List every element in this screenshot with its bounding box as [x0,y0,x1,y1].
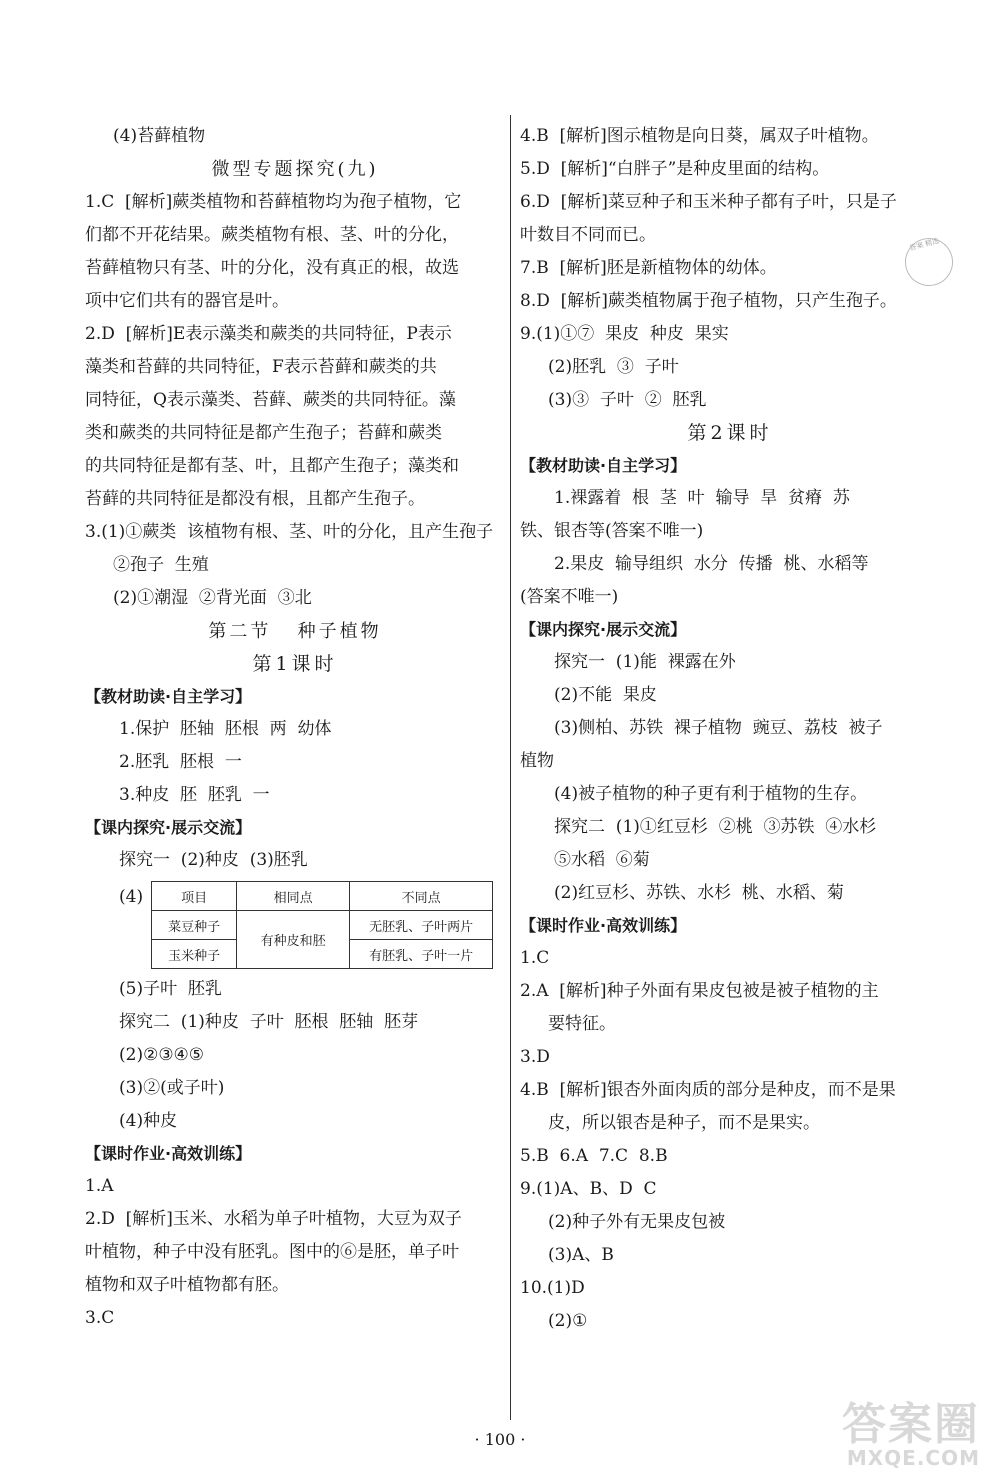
answer-line: 的共同特征是都有茎、叶，且都产生孢子；藻类和 [85,456,459,476]
answer-line: (4)被子植物的种子更有利于植物的生存。 [554,784,868,804]
answer-line: 2.果皮 输导组织 水分 传播 桃、水稻等 [554,554,869,574]
right-column [520,120,940,1338]
answer-line: 苔藓植物只有茎、叶的分化，没有真正的根，故选 [85,258,459,278]
table-cell: 玉米种子 [152,940,237,969]
answer-line: (答案不唯一) [520,587,619,607]
answer-line: 4.B [解析]图示植物是向日葵，属双子叶植物。 [520,126,879,146]
answer-line: 同特征，Q表示藻类、苔藓、蕨类的共同特征。藻 [85,390,456,410]
section-header: 【课时作业·高效训练】 [85,1144,252,1163]
answer-line: 2.D [解析]玉米、水稻为单子叶植物，大豆为双子 [85,1209,462,1229]
section-header: 【课内探究·展示交流】 [85,818,252,837]
answer-line: (5)子叶 胚乳 [119,979,222,999]
watermark-sub: MXQE.COM [846,1446,980,1470]
answer-line: 2.D [解析]E表示藻类和蕨类的共同特征，P表示 [85,324,452,344]
answer-line: (3)A、B [548,1245,614,1265]
answer-line: 类和蕨类的共同特征是都产生孢子；苔藓和蕨类 [85,423,442,443]
answer-line: 藻类和苔藓的共同特征，F表示苔藓和蕨类的共 [85,357,437,377]
answer-line: 10.(1)D [520,1278,585,1298]
answer-line: 叶数目不同而已。 [520,225,656,245]
section-title: 第1课时 [252,653,338,675]
answer-line: (2)不能 果皮 [554,685,657,705]
answer-line: 植物和双子叶植物都有胚。 [85,1275,289,1295]
comparison-table-block [85,881,505,969]
table-number: (4) [119,887,144,907]
answer-line: 8.D [解析]蕨类植物属于孢子植物，只产生孢子。 [520,291,897,311]
answer-line: 探究一 (2)种皮 (3)胚乳 [119,850,308,870]
stamp-seal: 答案 精选 [900,233,959,292]
answer-line: (2)胚乳 ③ 子叶 [548,357,679,377]
section-title: 第二节 种子植物 [208,621,382,642]
answer-line: 1.C [解析]蕨类植物和苔藓植物均为孢子植物，它 [85,192,462,212]
answer-line: 3.C [85,1308,115,1328]
answer-line: 探究二 (1)种皮 子叶 胚根 胚轴 胚芽 [119,1012,419,1032]
page-number: · 100 · [474,1430,526,1449]
table-cell: 有胚乳、子叶一片 [350,940,493,969]
table-header-cell: 不同点 [350,882,493,911]
answer-line: 5.D [解析]“白胖子”是种皮里面的结构。 [520,159,830,179]
answer-line: 5.B 6.A 7.C 8.B [520,1146,668,1166]
section-header: 【教材助读·自主学习】 [520,456,687,475]
table-cell: 无胚乳、子叶两片 [350,911,493,940]
answer-line: 苔藓的共同特征是都没有根，且都产生孢子。 [85,489,425,509]
answer-line: 要特征。 [548,1014,616,1034]
section-header: 【教材助读·自主学习】 [85,687,252,706]
section-title: 第2课时 [687,422,773,444]
table-header-cell: 相同点 [237,882,350,911]
answer-line: 3.D [520,1047,550,1067]
answer-line: 7.B [解析]胚是新植物体的幼体。 [520,258,777,278]
watermark [842,1388,980,1470]
answer-line: (3)②(或子叶) [119,1078,225,1098]
answer-line: (2)① [548,1311,588,1331]
answer-line: (4)种皮 [119,1111,178,1131]
answer-line: (2)红豆杉、苏铁、水杉 桃、水稻、菊 [554,883,844,903]
answer-line: 3.种皮 胚 胚乳 一 [119,785,270,805]
answer-line: 3.(1)①蕨类 该植物有根、茎、叶的分化，且产生孢子 [85,522,494,542]
answer-line: 6.D [解析]菜豆种子和玉米种子都有子叶，只是子 [520,192,897,212]
answer-line: (2)①潮湿 ②背光面 ③北 [113,588,312,608]
answer-line: 探究一 (1)能 裸露在外 [554,652,736,672]
answer-line: (3)③ 子叶 ② 胚乳 [548,390,707,410]
left-column [85,120,505,1335]
section-title: 微型专题探究(九) [211,159,379,180]
table-header-cell: 项目 [152,882,237,911]
answer-line: 2.A [解析]种子外面有果皮包被是被子植物的主 [520,981,879,1001]
answer-line: 1.保护 胚轴 胚根 两 幼体 [119,719,332,739]
answer-line: (3)侧柏、苏铁 裸子植物 豌豆、荔枝 被子 [554,718,883,738]
section-header: 【课内探究·展示交流】 [520,620,687,639]
answer-line: 植物 [520,751,554,771]
answer-line: ⑤水稻 ⑥菊 [554,850,650,870]
answer-line: 1.A [85,1176,114,1196]
table-cell: 有种皮和胚 [237,911,350,969]
answer-line: ②孢子 生殖 [113,555,209,575]
answer-line: 2.胚乳 胚根 一 [119,752,242,772]
column-divider [510,115,511,1420]
answer-line: 1.C [520,948,550,968]
answer-line: 探究二 (1)①红豆杉 ②桃 ③苏铁 ④水杉 [554,817,877,837]
answer-line: 项中它们共有的器官是叶。 [85,291,289,311]
comparison-table [151,881,493,969]
answer-line: 叶植物，种子中没有胚乳。图中的⑥是胚，单子叶 [85,1242,459,1262]
answer-line: (2)种子外有无果皮包被 [548,1212,726,1232]
answer-line: 们都不开花结果。蕨类植物有根、茎、叶的分化， [85,225,459,245]
answer-line: (2)②③④⑤ [119,1045,205,1065]
answer-line: 4.B [解析]银杏外面肉质的部分是种皮，而不是果 [520,1080,896,1100]
table-cell: 菜豆种子 [152,911,237,940]
answer-line: 1.裸露着 根 茎 叶 输导 旱 贫瘠 苏 [554,488,850,508]
answer-line: (4)苔藓植物 [113,126,206,146]
answer-line: 铁、银杏等(答案不唯一) [520,521,704,541]
answer-line: 9.(1)①⑦ 果皮 种皮 果实 [520,324,729,344]
watermark-main: 答案圈 [842,1399,980,1450]
answer-line: 皮，所以银杏是种子，而不是果实。 [548,1113,820,1133]
section-header: 【课时作业·高效训练】 [520,916,687,935]
answer-line: 9.(1)A、B、D C [520,1179,657,1199]
